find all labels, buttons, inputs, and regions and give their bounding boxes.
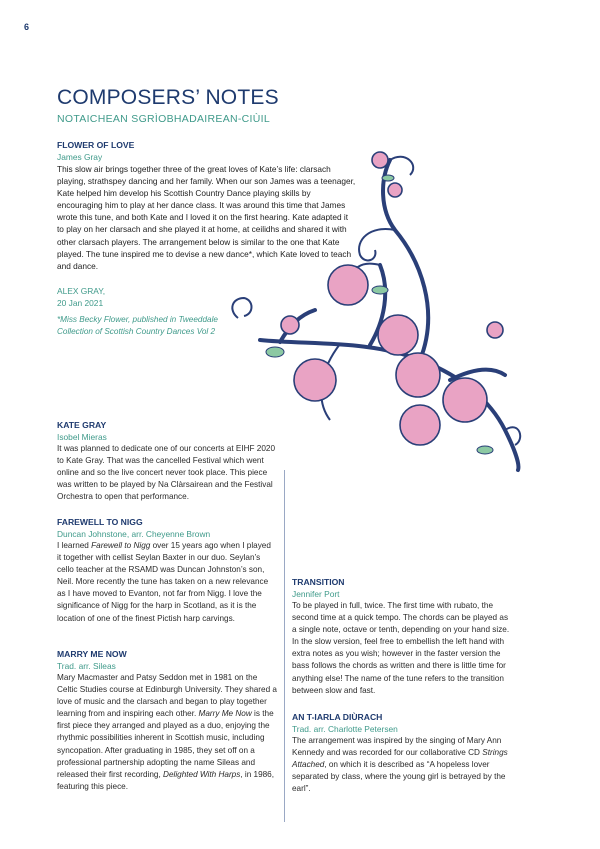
section-body: This slow air brings together three of the great loves of Kate’s life: clarsach playing, strathspey dancing and her family. When our son James was a teenager, Kate helped him develop his Scottish Country Dance playing skills by encouraging him to play at her dance class. It was around this time that James wrote this tune, and both Kate and I loved it on the first hearing. Kate adapted it to play on her clarsach and she played it at home, at ceilidhs and shared it with other clarsach players. The arrangement below is similar to the one that Kate played. The tune inspired me to devise a new dance*, which Kate loved to teach and dance. bbox=[57, 164, 356, 271]
section-heading: FLOWER OF LOVE bbox=[57, 140, 135, 150]
footnote-line: *Miss Becky Flower, published in Tweeddale bbox=[57, 315, 218, 324]
section-heading: KATE GRAY bbox=[57, 420, 107, 430]
composer-name: James Gray bbox=[57, 152, 103, 162]
an-t-iarla-diurach-section bbox=[292, 711, 512, 795]
signature-name: ALEX GRAY, bbox=[57, 286, 106, 296]
composer-name: Jennifer Port bbox=[292, 589, 340, 599]
page-number: 6 bbox=[24, 22, 30, 32]
composer-name: Trad. arr. Charlotte Petersen bbox=[292, 724, 398, 734]
marry-me-now-section bbox=[57, 648, 277, 793]
section-heading: FAREWELL TO NIGG bbox=[57, 517, 143, 527]
footnote bbox=[57, 314, 218, 338]
section-body: It was planned to dedicate one of our concerts at EIHF 2020 to Kate Gray. That was the cancelled Festival which went online and so the live concert never took place. This piece was written to be played by Na Clàrsairean and the Festival Orchestra to open that performance. bbox=[57, 444, 276, 502]
section-body: The arrangement was inspired by the singing of Mary Ann Kennedy and was recorded for our collaborative CD Strings Attached, on which it is described as “A hopeless lover separated by class, where the young girl is betrayed by the earl”. bbox=[292, 736, 508, 794]
signature bbox=[57, 285, 105, 309]
footnote-line: Collection of Scottish Country Dances Vol 2 bbox=[57, 327, 216, 336]
section-body: I learned Farewell to Nigg over 15 years ago when I played it together with cellist Seylan Baxter in our duo. Seylan’s cello teacher at the RSAMD was Duncan Johnston’s son, Neil. More recently the tune has taken on a new relevance as I have moved to Evanton, not far from Nigg. I love the significance of Nigg for the harp in Scotland, as it is the location of one of the finest Pictish harp carvings. bbox=[57, 541, 271, 623]
section-body: To be played in full, twice. The first time with rubato, the second time at a quick tempo. The chords can be played as a single note, octave or tenth, depending on your hand size. In the slow version, feel free to embellish the left hand with extra notes as you wish; however in the faster version the bass follows the chords as written and there is little time for anything else! The name of the tune refers to the transition between slow and fast. bbox=[292, 601, 510, 695]
composer-name: Isobel Mieras bbox=[57, 432, 107, 442]
farewell-to-nigg-section bbox=[57, 516, 277, 625]
section-heading: MARRY ME NOW bbox=[57, 649, 127, 659]
signature-date: 20 Jan 2021 bbox=[57, 298, 104, 308]
page-title: COMPOSERS’ NOTES bbox=[57, 86, 279, 109]
kate-gray-section bbox=[57, 419, 277, 503]
flower-of-love-section bbox=[57, 139, 357, 272]
transition-section bbox=[292, 576, 512, 697]
column-divider bbox=[284, 470, 285, 822]
composer-name: Trad. arr. Sileas bbox=[57, 661, 116, 671]
page-subtitle: NOTAICHEAN SGRÌOBHADAIREAN-CIÙIL bbox=[57, 113, 271, 125]
section-heading: AN T-IARLA DIÙRACH bbox=[292, 712, 383, 722]
section-body: Mary Macmaster and Patsy Seddon met in 1981 on the Celtic Studies course at Edinburgh University. They shared a love of music and the clarsach and began to play together learning from and inspiring each other. Marry Me Now is the first piece they arranged and played as a duo, enjoying the rhythmic possibilities inherent in Scottish music, including syncopation. After graduating in 1985, they set off on a professional partnership adopting the name Sileas and released their first recording, Delighted With Harps, in 1986, featuring this piece. bbox=[57, 673, 277, 791]
composer-name: Duncan Johnstone, arr. Cheyenne Brown bbox=[57, 529, 211, 539]
section-heading: TRANSITION bbox=[292, 577, 345, 587]
